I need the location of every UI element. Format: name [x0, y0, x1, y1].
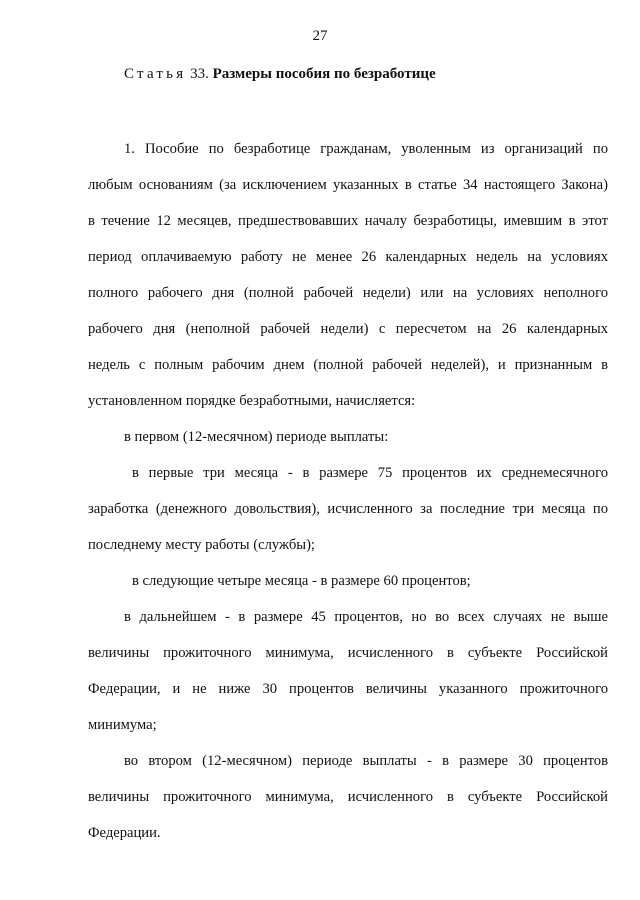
text-line: рабочего дня (неполной рабочей недели) с пересчетом на 26 календарных	[88, 321, 608, 337]
text-line: недель с полным рабочим днем (полной рабочей неделей), и признанным в	[88, 357, 608, 373]
text-line: в первом (12-месячном) периоде выплаты:	[124, 429, 389, 445]
text-line: в течение 12 месяцев, предшествовавших началу безработицы, имевшим в этот	[88, 213, 608, 229]
text-line: заработка (денежного довольствия), исчисленного за последние три месяца по	[88, 501, 608, 517]
article-number: 33.	[190, 66, 209, 82]
text-line: в дальнейшем - в размере 45 процентов, но во всех случаях не выше	[124, 609, 608, 625]
text-line: период оплачиваемую работу не менее 26 календарных недель на условиях	[88, 249, 608, 265]
text-line: 1. Пособие по безработице гражданам, уволенным из организаций по	[124, 141, 608, 157]
text-line: последнему месту работы (службы);	[88, 537, 315, 553]
text-line: величины прожиточного минимума, исчисленного в субъекте Российской	[88, 789, 608, 805]
text-line: любым основаниям (за исключением указанных в статье 34 настоящего Закона)	[88, 177, 608, 193]
text-line: величины прожиточного минимума, исчисленного в субъекте Российской	[88, 645, 608, 661]
text-line: во втором (12-месячном) периоде выплаты - в размере 30 процентов	[124, 753, 608, 769]
page-number: 27	[312, 28, 328, 44]
text-line: установленном порядке безработными, начисляется:	[88, 393, 416, 409]
article-title: Размеры пособия по безработице	[212, 66, 436, 82]
text-line: полного рабочего дня (полной рабочей недели) или на условиях неполного	[88, 285, 608, 301]
text-line: в первые три месяца - в размере 75 процентов их среднемесячного	[132, 465, 608, 481]
article-label: Статья	[124, 66, 187, 82]
text-line: Федерации, и не ниже 30 процентов величины указанного прожиточного	[88, 681, 608, 697]
text-line: Федерации.	[88, 825, 161, 841]
text-line: в следующие четыре месяца - в размере 60 процентов;	[132, 573, 471, 589]
text-line: минимума;	[88, 717, 157, 733]
article-heading	[124, 66, 436, 83]
